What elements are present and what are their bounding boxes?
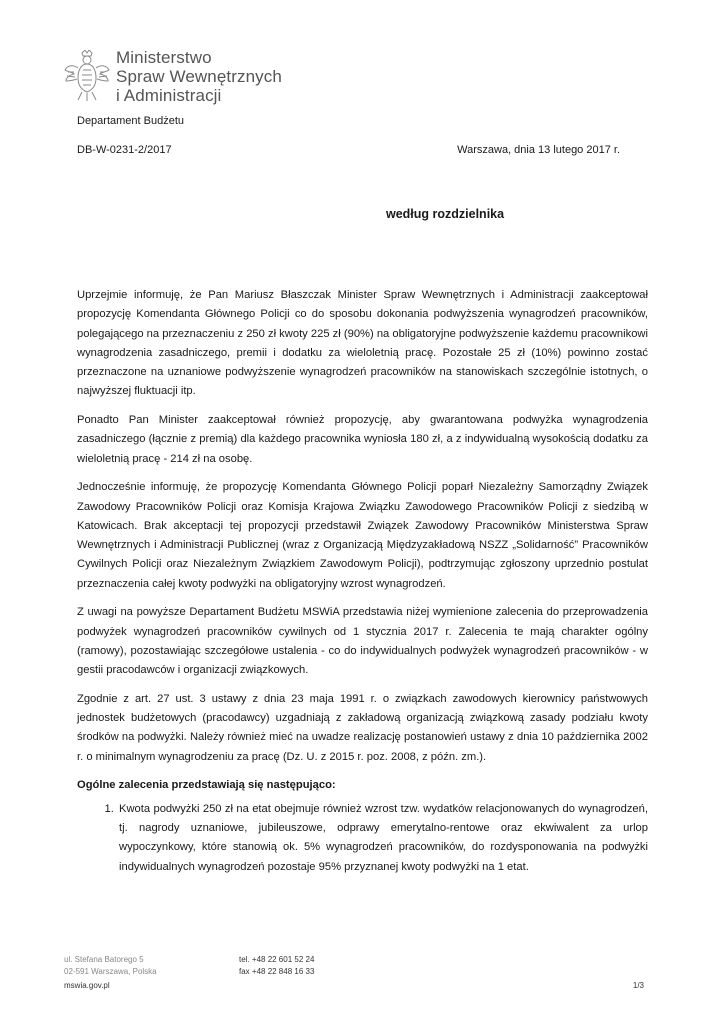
paragraph-3: Jednocześnie informuję, że propozycję Komendanta Głównego Policji poparł Niezależny Samorządny Związek Zawodowy Pracowników Policji oraz Komisja Krajowa Związku Zawodowego Pracowników Policji z siedzibą w Katowicach. Brak akceptacji tej propozycji przedstawił Związek Zawodowy Pracowników Ministerstwa Spraw Wewnętrznych i Administracji Publicznej (wraz z Organizacją Międzyzakładową NSZZ „Solidarność” Pracowników Cywilnych Policji oraz Niezależnym Związkiem Zawodowym Policji), podtrzymując zgłoszony uprzednio postulat przeznaczenia całej kwoty podwyżki na obligatoryjny wzrost wynagrodzeń. xyxy=(77,481,648,590)
eagle-emblem-icon xyxy=(64,50,110,102)
letter-date: Warszawa, dnia 13 lutego 2017 r. xyxy=(457,144,620,156)
recipient-line: według rozdzielnika xyxy=(386,207,505,221)
footer-website-link[interactable]: mswia.gov.pl xyxy=(64,981,110,990)
ministry-name-line1: Ministerstwo xyxy=(116,48,212,67)
paragraph-1: Uprzejmie informuję, że Pan Mariusz Błaszczak Minister Spraw Wewnętrznych i Administracji zaakceptował propozycję Komendanta Głównego Policji co do sposobu dokonania podwyższenia wynagrodzeń pracowników, polegającego na przeznaczeniu z 250 zł kwoty 225 zł (90%) na obligatoryjne podwyższenie każdemu pracownikowi wynagrodzenia zasadniczego, premii i dodatku za wieloletnią pracę. Pozostałe 25 zł (10%) powinno zostać przeznaczone na uznaniowe podwyższenie wynagrodzeń pracowników na stanowiskach szczególnie istotnych, o najwyższej fluktuacji itp. xyxy=(77,289,648,398)
ministry-logo xyxy=(64,48,284,108)
ministry-name-line2: Spraw Wewnętrznych xyxy=(116,67,282,86)
reference-number: DB-W-0231-2/2017 xyxy=(77,144,172,156)
department-name: Departament Budżetu xyxy=(77,115,185,127)
ministry-name xyxy=(116,48,282,105)
ministry-name-line3: i Administracji xyxy=(116,86,222,105)
paragraph-2: Ponadto Pan Minister zaakceptował również propozycję, aby gwarantowana podwyżka wynagrodzenia zasadniczego (łącznie z premią) dla każdego pracownika wyniosła 180 zł, a z indywidualną wysokością dodatku za wieloletnią pracę - 214 zł na osobę. xyxy=(77,414,648,465)
letter-body xyxy=(77,286,648,877)
footer-fax: fax +48 22 848 16 33 xyxy=(239,967,315,976)
footer-address-line2: 02-591 Warszawa, Polska xyxy=(64,967,157,976)
list-item: 1. Kwota podwyżki 250 zł na etat obejmuje również wzrost tzw. wydatków relacjonowanych do wynagrodzeń, tj. nagrody uznaniowe, jubileuszowe, odprawy emerytalno-rentowe oraz ekwiwalent za urlop wypoczynkowy, które stanowią ok. 5% wynagrodzeń pracowników, do rozdysponowania na podwyżki indywidualnych wynagrodzeń pozostaje 95% przyznanej kwoty podwyżki na 1 etat. xyxy=(117,800,648,877)
paragraph-5: Zgodnie z art. 27 ust. 3 ustawy z dnia 23 maja 1991 r. o związkach zawodowych kierownicy państwowych jednostek budżetowych (pracodawcy) uzgadniają z zakładową organizacją związkową zasady podziału kwoty środków na podwyżki. Należy również mieć na uwadze realizację postanowień ustawy z dnia 10 października 2002 r. o minimalnym wynagrodzeniu za pracę (Dz. U. z 2015 r. poz. 2008, z późn. zm.). xyxy=(77,692,648,763)
page-number: 1/3 xyxy=(632,981,644,990)
paragraph-4: Z uwagi na powyższe Departament Budżetu MSWiA przedstawia niżej wymienione zalecenia do przeprowadzenia podwyżek wynagrodzeń pracowników cywilnych od 1 stycznia 2017 r. Zalecenia te mają charakter ogólny (ramowy), pozostawiając szczegółowe ustalenia - co do indywidualnych podwyżek wynagrodzeń pracowników - w gestii pracodawców i organizacji związkowych. xyxy=(77,606,648,677)
recommendations-list xyxy=(77,800,648,877)
section-heading: Ogólne zalecenia przedstawiają się następująco: xyxy=(77,779,336,792)
footer-phone: tel. +48 22 601 52 24 xyxy=(239,955,315,964)
footer-address-line1: ul. Stefana Batorego 5 xyxy=(64,955,144,964)
